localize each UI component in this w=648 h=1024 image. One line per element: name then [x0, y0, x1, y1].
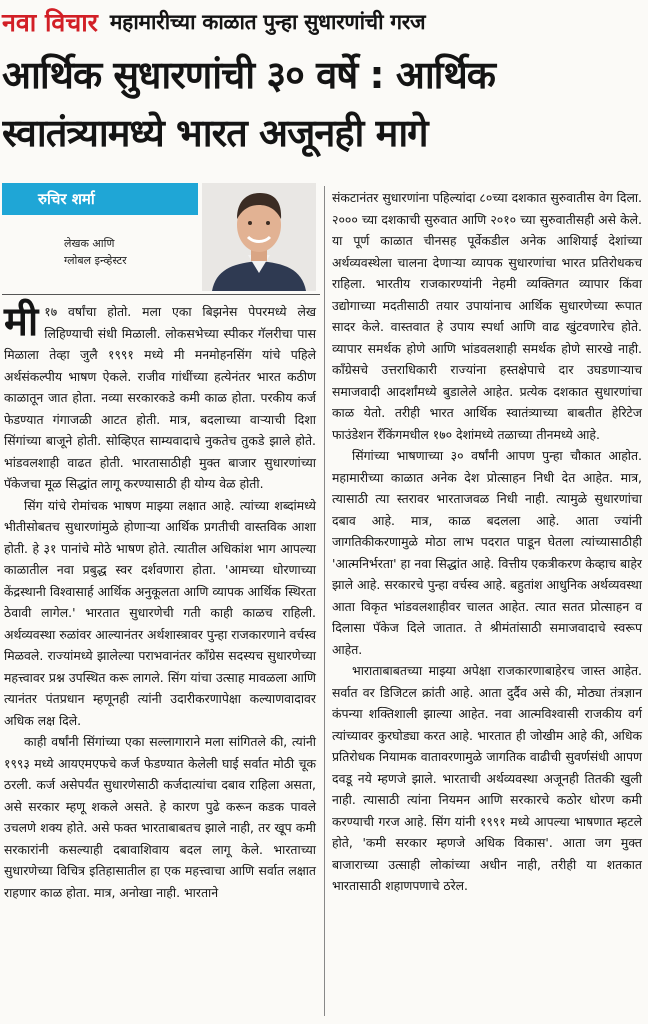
- headline-line-2: स्वातंत्र्यामध्ये भारत अजूनही मागे: [2, 111, 428, 155]
- paragraph: भाराताबाबतच्या माझ्या अपेक्षा राजकारणाबाहेरच जास्त आहेत. सर्वात वर डिजिटल क्रांती आहे. आता दुर्दैव असे की, मोठ्या तंत्रज्ञान कंपन्या शक्तिशाली झाल्या आहेत. नवा आत्मविश्वासी राजकीय वर्ग त्यांच्यावर कुरघोड्या करत आहे. भारतात ही जोखीम आहे की, अधिक प्रतिरोधक नियामक वातावरणामुळे जागतिक वाढीची सुवर्णसंधी आपण दवडू नये म्हणजे झाले. भारताची अर्थव्यवस्था अजूनही तितकी खुली नाही. त्यासाठी त्यांना नियमन आणि सरकारचे कठोर धोरण कमी करण्याची गरज आहे. सिंग यांनी १९९१ मध्ये आपल्या भाषणात म्हटले होते, 'कमी सरकार म्हणजे अधिक विकास'. आता जग मुक्त बाजाराच्या उत्साही लोकांच्या अधीन नाही, तरीही या शतकात भारतासाठी शहाणपणाचे ठरेल.: [332, 663, 642, 893]
- section-kicker: नवा विचार: [2, 8, 98, 37]
- paragraph: सिंगांच्या भाषणाच्या ३० वर्षांनी आपण पुन्हा चौकात आहोत. महामारीच्या काळात अनेक देश प्रोत्साहन निधी देत आहेत. मात्र, त्यासाठी त्या स्तरावर भारताजवळ निधी नाही. त्यामुळे सुधारणांचा दबाव आहे. मात्र, काळ बदलला आहे. आता ज्यांनी जागतिकीकरणामुळे मोठा लाभ पदरात पाडून घेतला त्यांच्यासाठीही 'आत्मनिर्भरता' हा नवा सिद्धांत आहे. वित्तीय एकत्रीकरण केव्हाच बाहेर झाले आहे. सरकारचे पुन्हा वर्चस्व आहे. बहुतांश आधुनिक अर्थव्यवस्था आता विकृत भांडवलशाहीवर चालत आहेत. त्यात सतत प्रोत्साहन व दिलासा पॅकेज दिले जातात. ते श्रीमंतांसाठी समाजवादाचे स्वरूप आहेत.: [332, 448, 642, 657]
- article-column-left: [4, 301, 316, 903]
- column-divider: [324, 186, 325, 1016]
- author-portrait-icon: [202, 183, 316, 291]
- paragraph: संकटानंतर सुधारणांना पहिल्यांदा ८०च्या दशकात सुरुवातीस वेग दिला. २००० च्या दशकाची सुरुवात आणि २०१० च्या सुरुवातीसही असे केले. या पूर्ण काळात चीनसह पूर्वेकडील अनेक आशियाई देशांच्या अर्थव्यवस्थेला चालना देणाऱ्या व्यापक सुधारणांचा भारत प्रतिरोधकच राहिला. भारतीय राजकारण्यांनी नेहमी व्यक्तिगत व्यापार किंवा उद्योगाच्या मदतीसाठी तयार उपायांनाच आर्थिक सुधारणेच्या रूपात सादर केले. वास्तवात हे उपाय स्पर्धा आणि वाढ खुंटवणारेच होते. व्यापार समर्थक होणे आणि भांडवलशाही समर्थक होणे सारखे नाही. काँग्रेसचे उत्तराधिकारी राज्यांना हस्तक्षेपाचे दार उघडणाऱ्याच समाजवादी आदर्शांमध्ये बुडालेले आहेत. प्रत्येक दशकात सुधारणांचा काळ येतो. तरीही भारत आर्थिक स्वातंत्र्याच्या बाबतीत हेरिटेज फाउंडेशन रँकिंगमधील १७० देशांमध्ये तळाच्या तीनमध्ये आहे.: [332, 190, 642, 442]
- headline: [2, 46, 646, 162]
- paragraph: काही वर्षांनी सिंगांच्या एका सल्लागाराने मला सांगितले की, त्यांनी १९९३ मध्ये आयएमएफचे कर्ज फेडण्यात केलेली घाई सर्वात मोठी चूक ठरली. कर्ज असेपर्यंत सुधारणेसाठी कर्जदात्यांचा दबाव राहिला असता, असे सरकार म्हणू शकले असते. हे कारण पुढे करून कडक पावले उचलणे शक्य होते. असे फक्त भारताबाबतच झाले नाही, तर खूप कमी सरकारांनी कसल्याही दबावाशिवाय बदल लागू केले. भारताच्या सुधारणेच्या विचित्र इतिहासातील हा एक महत्त्वाचा आणि सर्वात लक्षात राहणार काळ होता. मात्र, अनोखा नाही. भारताने: [4, 734, 316, 900]
- sub-headline: महामारीच्या काळात पुन्हा सुधारणांची गरज: [109, 10, 426, 34]
- headline-line-1: आर्थिक सुधारणांची ३० वर्षे : आर्थिक: [2, 53, 495, 97]
- paragraph: मी १७ वर्षांचा होतो. मला एका बिझनेस पेपरमध्ये लेख लिहिण्याची संधी मिळाली. लोकसभेच्या स्पीकर गॅलरीचा पास मिळाला तेव्हा जुलै १९९१ मध्ये मी मनमोहनसिंग यांचे पहिले अर्थसंकल्पीय भाषण ऐकले. राजीव गांधींच्या हत्येनंतर भारत कठीण काळातून जात होता. नव्या सरकारकडे कमी काळ होता. परकीय कर्ज फेडण्यात गंगाजळी आटत होती. मात्र, बदलाच्या वाऱ्याची दिशा सिंगांच्या बाजूने होती. सोव्हिएत साम्यवादाचे नुकतेच तुकडे झाले होते. भांडवलशाही वाढत होती. भारतासाठीही मुक्त बाजार सुधारणांच्या पॅकेजचा मूळ सिद्धांत लागू करण्यासाठी ही योग्य वेळ होती.: [4, 299, 316, 491]
- author-role-line-2: ग्लोबल इन्व्हेस्टर: [64, 254, 127, 267]
- author-box: [2, 183, 320, 293]
- paragraph: सिंग यांचे रोमांचक भाषण माझ्या लक्षात आहे. त्यांच्या शब्दांमध्ये भीतीसोबतच सुधारणांमुळे होणाऱ्या आर्थिक प्रगतीची वास्तविक आशा होती. हे ३१ पानांचे मोठे भाषण होते. त्यातील अधिकांश भाग आपल्या काळातील नवा प्रबुद्ध स्वर दर्शवणारा होता. 'आमच्या धोरणाच्या केंद्रस्थानी विश्वासार्ह आर्थिक अनुकूलता आणि व्यापक आर्थिक स्थिरता ठेवावी लागेल.' भारतात सुधारणेची गती काही काळच राहिली. अर्थव्यवस्था रुळांवर आल्यानंतर अर्थशास्त्रावर पुन्हा राजकारणाने वर्चस्व मिळवले. राज्यांमध्ये झालेल्या पराभवानंतर काँग्रेस सदस्यच सुधारणेच्या महत्त्वावर प्रश्न उपस्थित करू लागले. सिंग यांचा उत्साह मावळला आणि त्यानंतर पंतप्रधान म्हणूनही त्यांनी उदारीकरणापेक्षा कल्याणवादावर अधिक लक्ष दिले.: [4, 497, 316, 728]
- author-photo: [202, 183, 316, 291]
- author-role: [64, 235, 127, 269]
- article-column-right: [332, 187, 642, 897]
- author-rule: [2, 294, 320, 295]
- drop-cap: मी: [4, 299, 39, 345]
- author-name: रुचिर शर्मा: [2, 183, 198, 215]
- author-role-line-1: लेखक आणि: [64, 237, 115, 250]
- header-row: [2, 2, 646, 42]
